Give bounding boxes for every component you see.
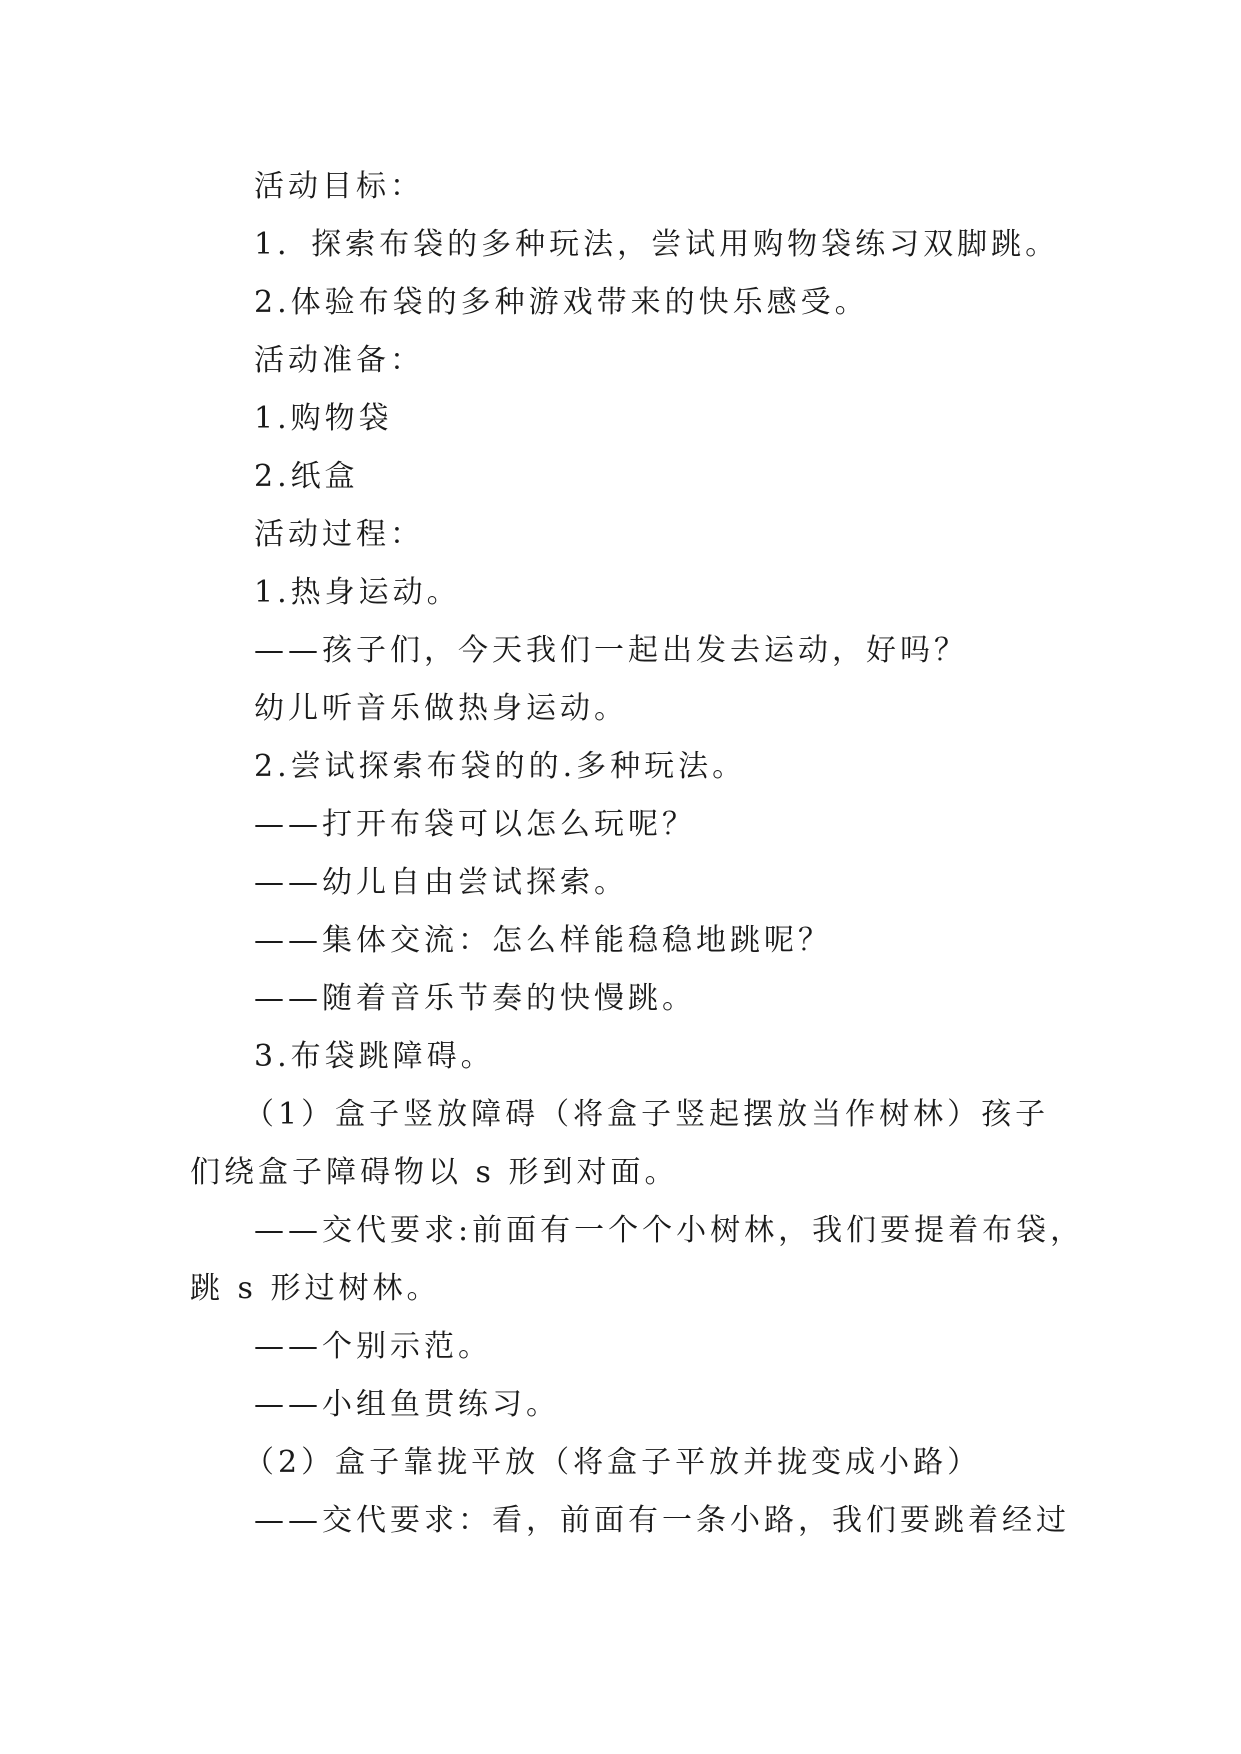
- goal-item-2: 2.体验布袋的多种游戏带来的快乐感受。: [254, 285, 869, 320]
- document-body: [190, 158, 1085, 1550]
- dialogue-line: ——幼儿自由尝试探索。: [254, 865, 628, 900]
- dialogue-line: ——集体交流：怎么样能稳稳地跳呢？: [254, 923, 832, 958]
- dialogue-line: ——随着音乐节奏的快慢跳。: [254, 981, 696, 1016]
- dialogue-line: ——小组鱼贯练习。: [254, 1387, 560, 1422]
- process-step-3: 3.布袋跳障碍。: [254, 1039, 495, 1074]
- process-step-2: 2.尝试探索布袋的的.多种玩法。: [254, 749, 747, 784]
- sub-step-2: （2）盒子靠拢平放（将盒子平放并拢变成小路）: [244, 1445, 982, 1480]
- dialogue-line: ——交代要求:前面有一个个小树林，我们要提着布袋，: [254, 1213, 1085, 1248]
- preparation-item-1: 1.购物袋: [254, 401, 393, 436]
- dialogue-line: ——打开布袋可以怎么玩呢？: [254, 807, 696, 842]
- dialogue-line: ——个别示范。: [254, 1329, 492, 1364]
- sub-step-1-continuation: 们绕盒子障碍物以 s 形到对面。: [190, 1155, 679, 1190]
- goal-item-1: 1．探索布袋的多种玩法，尝试用购物袋练习双脚跳。: [254, 227, 1060, 262]
- process-step-1: 1.热身运动。: [254, 575, 461, 610]
- section-heading-preparation: 活动准备：: [254, 343, 424, 378]
- paragraph-line: 幼儿听音乐做热身运动。: [254, 691, 628, 726]
- dialogue-line: ——交代要求：看，前面有一条小路，我们要跳着经过: [254, 1503, 1070, 1538]
- dialogue-line: ——孩子们，今天我们一起出发去运动，好吗？: [254, 633, 968, 668]
- dialogue-line-continuation: 跳 s 形过树林。: [190, 1271, 441, 1306]
- section-heading-process: 活动过程：: [254, 517, 424, 552]
- sub-step-1: （1）盒子竖放障碍（将盒子竖起摆放当作树林）孩子: [244, 1097, 1050, 1132]
- preparation-item-2: 2.纸盒: [254, 459, 359, 494]
- section-heading-goals: 活动目标：: [254, 169, 424, 204]
